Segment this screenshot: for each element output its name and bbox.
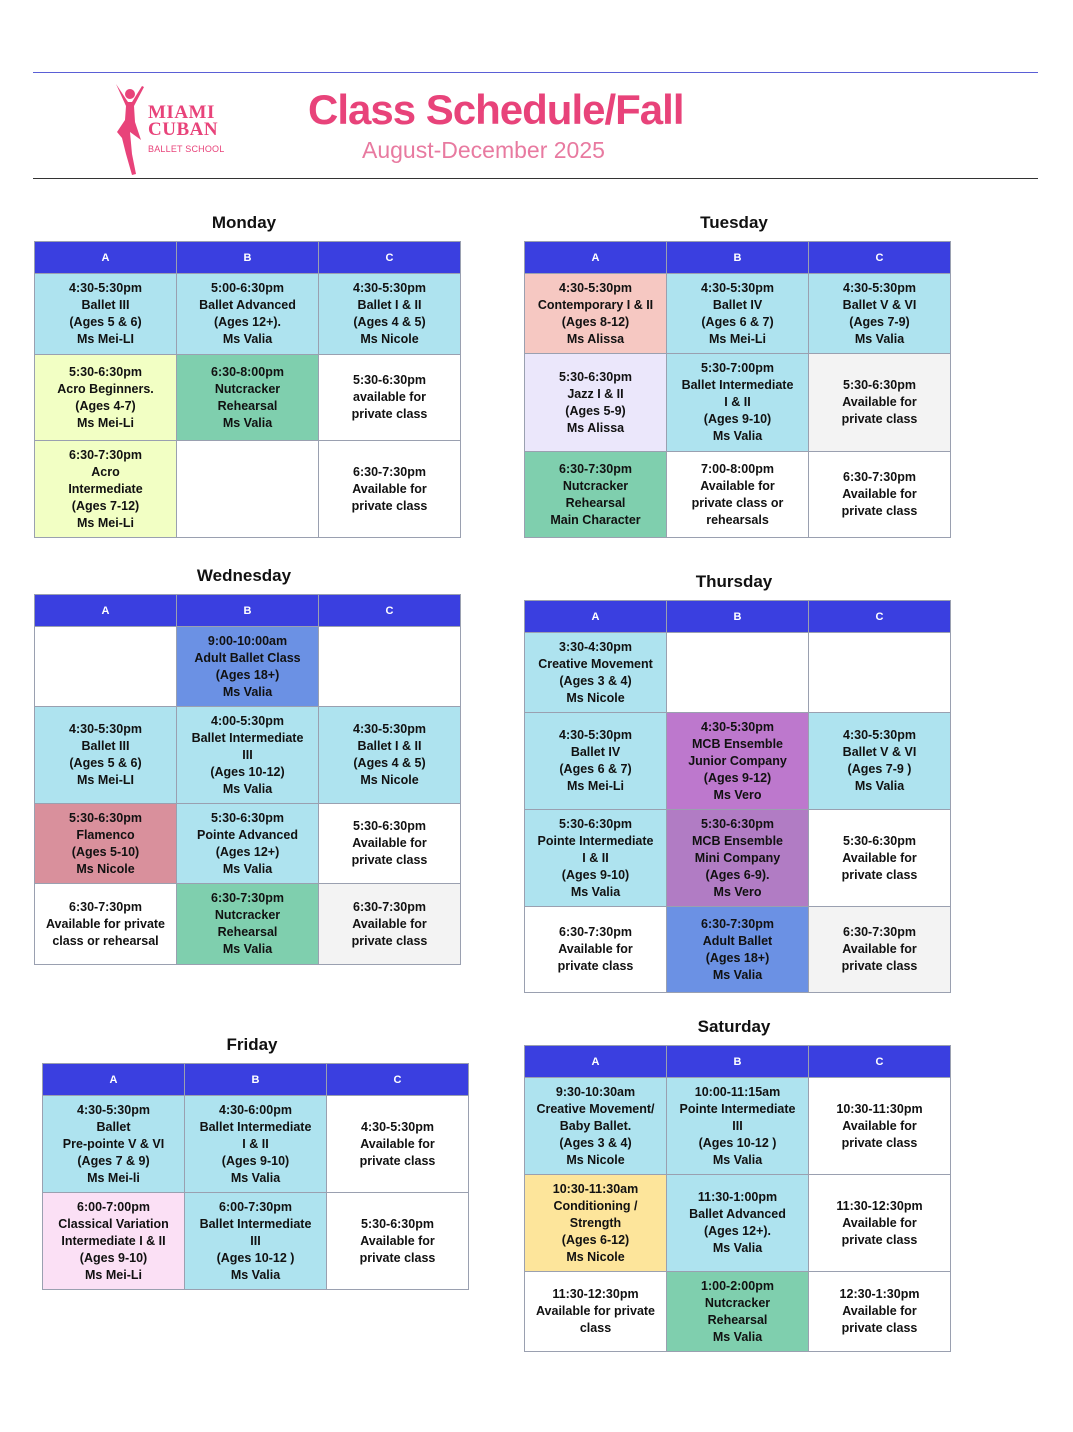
table-row [43, 1096, 469, 1193]
logo-wordmark [148, 104, 218, 138]
table-row [525, 1078, 951, 1175]
schedule-cell: 6:30-7:30pm Adult Ballet (Ages 18+) Ms Valia [667, 907, 809, 993]
table-row [525, 1272, 951, 1352]
table-row [35, 707, 461, 804]
day-title: Monday [211, 213, 277, 232]
column-c-header: C [319, 595, 461, 627]
schedule-cell: 5:30-6:30pm Pointe Advanced (Ages 12+) Ms Valia [177, 804, 319, 884]
table-row [525, 713, 951, 810]
schedule-cell: 5:30-6:30pm Pointe Intermediate I & II (Ages 9-10) Ms Valia [525, 810, 667, 907]
schedule-cell: 6:00-7:00pm Classical Variation Intermediate I & II (Ages 9-10) Ms Mei-Li [43, 1193, 185, 1290]
school-logo [108, 82, 238, 178]
schedule-cell: 1:00-2:00pm Nutcracker Rehearsal Ms Valia [667, 1272, 809, 1352]
schedule-cell: 5:00-6:30pm Ballet Advanced (Ages 12+). Ms Valia [177, 274, 319, 355]
column-b-header: B [667, 601, 809, 633]
column-b-header: B [177, 242, 319, 274]
table-row [525, 1175, 951, 1272]
schedule-cell: 6:30-8:00pm Nutcracker Rehearsal Ms Valia [177, 355, 319, 441]
schedule-cell: 6:30-7:30pm Available for private class [319, 441, 461, 538]
logo-line-ballet-school: BALLET SCHOOL [148, 144, 225, 154]
schedule-cell: 4:30-5:30pm Ballet V & VI (Ages 7-9 ) Ms Valia [809, 713, 951, 810]
table-row [525, 907, 951, 993]
schedule-cell: 4:30-5:30pm Ballet I & II (Ages 4 & 5) Ms Nicole [319, 707, 461, 804]
schedule-cell: 7:00-8:00pm Available for private class or rehearsals [667, 452, 809, 538]
schedule-cell: 5:30-6:30pm Available for private class [809, 810, 951, 907]
schedule-cell: 4:30-5:30pm Ballet III (Ages 5 & 6) Ms Mei-LI [35, 274, 177, 355]
schedule-table [524, 241, 951, 538]
schedule-cell [177, 441, 319, 538]
column-c-header: C [319, 242, 461, 274]
column-c-header: C [809, 1046, 951, 1078]
schedule-table [524, 600, 951, 993]
column-c-header: C [809, 242, 951, 274]
column-header-row [525, 601, 951, 633]
schedule-cell: 6:30-7:30pm Available for private class [809, 907, 951, 993]
schedule-cell: 4:30-5:30pm Ballet Pre-pointe V & VI (Ages 7 & 9) Ms Mei-li [43, 1096, 185, 1193]
schedule-cell: 5:30-6:30pm Available for private class [327, 1193, 469, 1290]
schedule-cell: 10:30-11:30pm Available for private class [809, 1078, 951, 1175]
schedule-cell: 9:30-10:30am Creative Movement/ Baby Ballet. (Ages 3 & 4) Ms Nicole [525, 1078, 667, 1175]
schedule-table [34, 241, 461, 538]
day-title: Wednesday [196, 566, 292, 585]
logo-line-miami: MIAMI [148, 102, 215, 123]
schedule-cell: 5:30-6:30pm Available for private class [319, 804, 461, 884]
schedule-cell: 12:30-1:30pm Available for private class [809, 1272, 951, 1352]
column-header-row [525, 1046, 951, 1078]
column-b-header: B [667, 1046, 809, 1078]
page-subtitle: August-December 2025 [362, 137, 605, 163]
column-header-row [43, 1064, 469, 1096]
schedule-cell: 5:30-6:30pm MCB Ensemble Mini Company (Ages 6-9). Ms Vero [667, 810, 809, 907]
schedule-cell: 4:30-5:30pm Ballet IV (Ages 6 & 7) Ms Mei-Li [667, 274, 809, 354]
column-b-header: B [667, 242, 809, 274]
column-header-row [35, 242, 461, 274]
column-b-header: B [177, 595, 319, 627]
schedule-cell: 4:30-5:30pm Available for private class [327, 1096, 469, 1193]
schedule-cell: 5:30-6:30pm Available for private class [809, 354, 951, 452]
schedule-cell: 6:30-7:30pm Nutcracker Rehearsal Main Character [525, 452, 667, 538]
schedule-cell: 4:30-6:00pm Ballet Intermediate I & II (Ages 9-10) Ms Valia [185, 1096, 327, 1193]
top-rule [33, 72, 1038, 73]
ballerina-icon [108, 82, 148, 178]
column-header-row [35, 595, 461, 627]
table-row [35, 884, 461, 965]
schedule-cell: 11:30-12:30pm Available for private class [525, 1272, 667, 1352]
column-a-header: A [525, 242, 667, 274]
table-row [525, 633, 951, 713]
table-row [525, 354, 951, 452]
table-row [35, 627, 461, 707]
column-a-header: A [35, 595, 177, 627]
schedule-cell: 4:30-5:30pm Ballet V & VI (Ages 7-9) Ms Valia [809, 274, 951, 354]
schedule-cell [35, 627, 177, 707]
schedule-table [42, 1063, 469, 1290]
column-a-header: A [35, 242, 177, 274]
schedule-cell: 4:30-5:30pm Ballet III (Ages 5 & 6) Ms Mei-LI [35, 707, 177, 804]
schedule-cell: 5:30-7:00pm Ballet Intermediate I & II (Ages 9-10) Ms Valia [667, 354, 809, 452]
schedule-cell: 9:00-10:00am Adult Ballet Class (Ages 18+) Ms Valia [177, 627, 319, 707]
schedule-cell: 6:30-7:30pm Available for private class or rehearsal [35, 884, 177, 965]
table-row [525, 274, 951, 354]
schedule-cell: 11:30-1:00pm Ballet Advanced (Ages 12+). Ms Valia [667, 1175, 809, 1272]
schedule-cell: 6:30-7:30pm Nutcracker Rehearsal Ms Valia [177, 884, 319, 965]
schedule-cell: 4:00-5:30pm Ballet Intermediate III (Ages 10-12) Ms Valia [177, 707, 319, 804]
schedule-cell [319, 627, 461, 707]
day-title: Friday [226, 1035, 278, 1054]
schedule-cell: 6:30-7:30pm Available for private class [809, 452, 951, 538]
column-a-header: A [43, 1064, 185, 1096]
schedule-cell: 5:30-6:30pm Jazz I & II (Ages 5-9) Ms Alissa [525, 354, 667, 452]
schedule-cell: 6:30-7:30pm Acro Intermediate (Ages 7-12) Ms Mei-Li [35, 441, 177, 538]
schedule-table [524, 1045, 951, 1352]
table-row [35, 355, 461, 441]
day-title: Tuesday [700, 213, 768, 232]
column-header-row [525, 242, 951, 274]
table-row [35, 274, 461, 355]
schedule-table [34, 594, 461, 965]
schedule-cell: 4:30-5:30pm Ballet IV (Ages 6 & 7) Ms Mei-Li [525, 713, 667, 810]
column-a-header: A [525, 601, 667, 633]
schedule-cell: 5:30-6:30pm available for private class [319, 355, 461, 441]
schedule-cell: 10:30-11:30am Conditioning / Strength (Ages 6-12) Ms Nicole [525, 1175, 667, 1272]
day-title: Saturday [697, 1017, 771, 1036]
column-a-header: A [525, 1046, 667, 1078]
schedule-cell: 5:30-6:30pm Flamenco (Ages 5-10) Ms Nicole [35, 804, 177, 884]
schedule-cell: 3:30-4:30pm Creative Movement (Ages 3 & 4) Ms Nicole [525, 633, 667, 713]
table-row [525, 452, 951, 538]
column-b-header: B [185, 1064, 327, 1096]
schedule-cell [667, 633, 809, 713]
header-rule [33, 178, 1038, 179]
schedule-cell: 6:30-7:30pm Available for private class [319, 884, 461, 965]
schedule-cell: 10:00-11:15am Pointe Intermediate III (Ages 10-12 ) Ms Valia [667, 1078, 809, 1175]
table-row [43, 1193, 469, 1290]
column-c-header: C [327, 1064, 469, 1096]
table-row [35, 804, 461, 884]
table-row [525, 810, 951, 907]
table-row [35, 441, 461, 538]
page-title: Class Schedule/Fall [308, 86, 684, 133]
schedule-cell [809, 633, 951, 713]
logo-line-cuban: CUBAN [148, 119, 219, 140]
schedule-cell: 6:30-7:30pm Available for private class [525, 907, 667, 993]
schedule-cell: 11:30-12:30pm Available for private class [809, 1175, 951, 1272]
schedule-cell: 4:30-5:30pm Ballet I & II (Ages 4 & 5) Ms Nicole [319, 274, 461, 355]
schedule-cell: 4:30-5:30pm MCB Ensemble Junior Company (Ages 9-12) Ms Vero [667, 713, 809, 810]
day-title: Thursday [695, 572, 773, 591]
column-c-header: C [809, 601, 951, 633]
schedule-cell: 4:30-5:30pm Contemporary I & II (Ages 8-12) Ms Alissa [525, 274, 667, 354]
schedule-cell: 6:00-7:30pm Ballet Intermediate III (Ages 10-12 ) Ms Valia [185, 1193, 327, 1290]
schedule-cell: 5:30-6:30pm Acro Beginners. (Ages 4-7) Ms Mei-Li [35, 355, 177, 441]
